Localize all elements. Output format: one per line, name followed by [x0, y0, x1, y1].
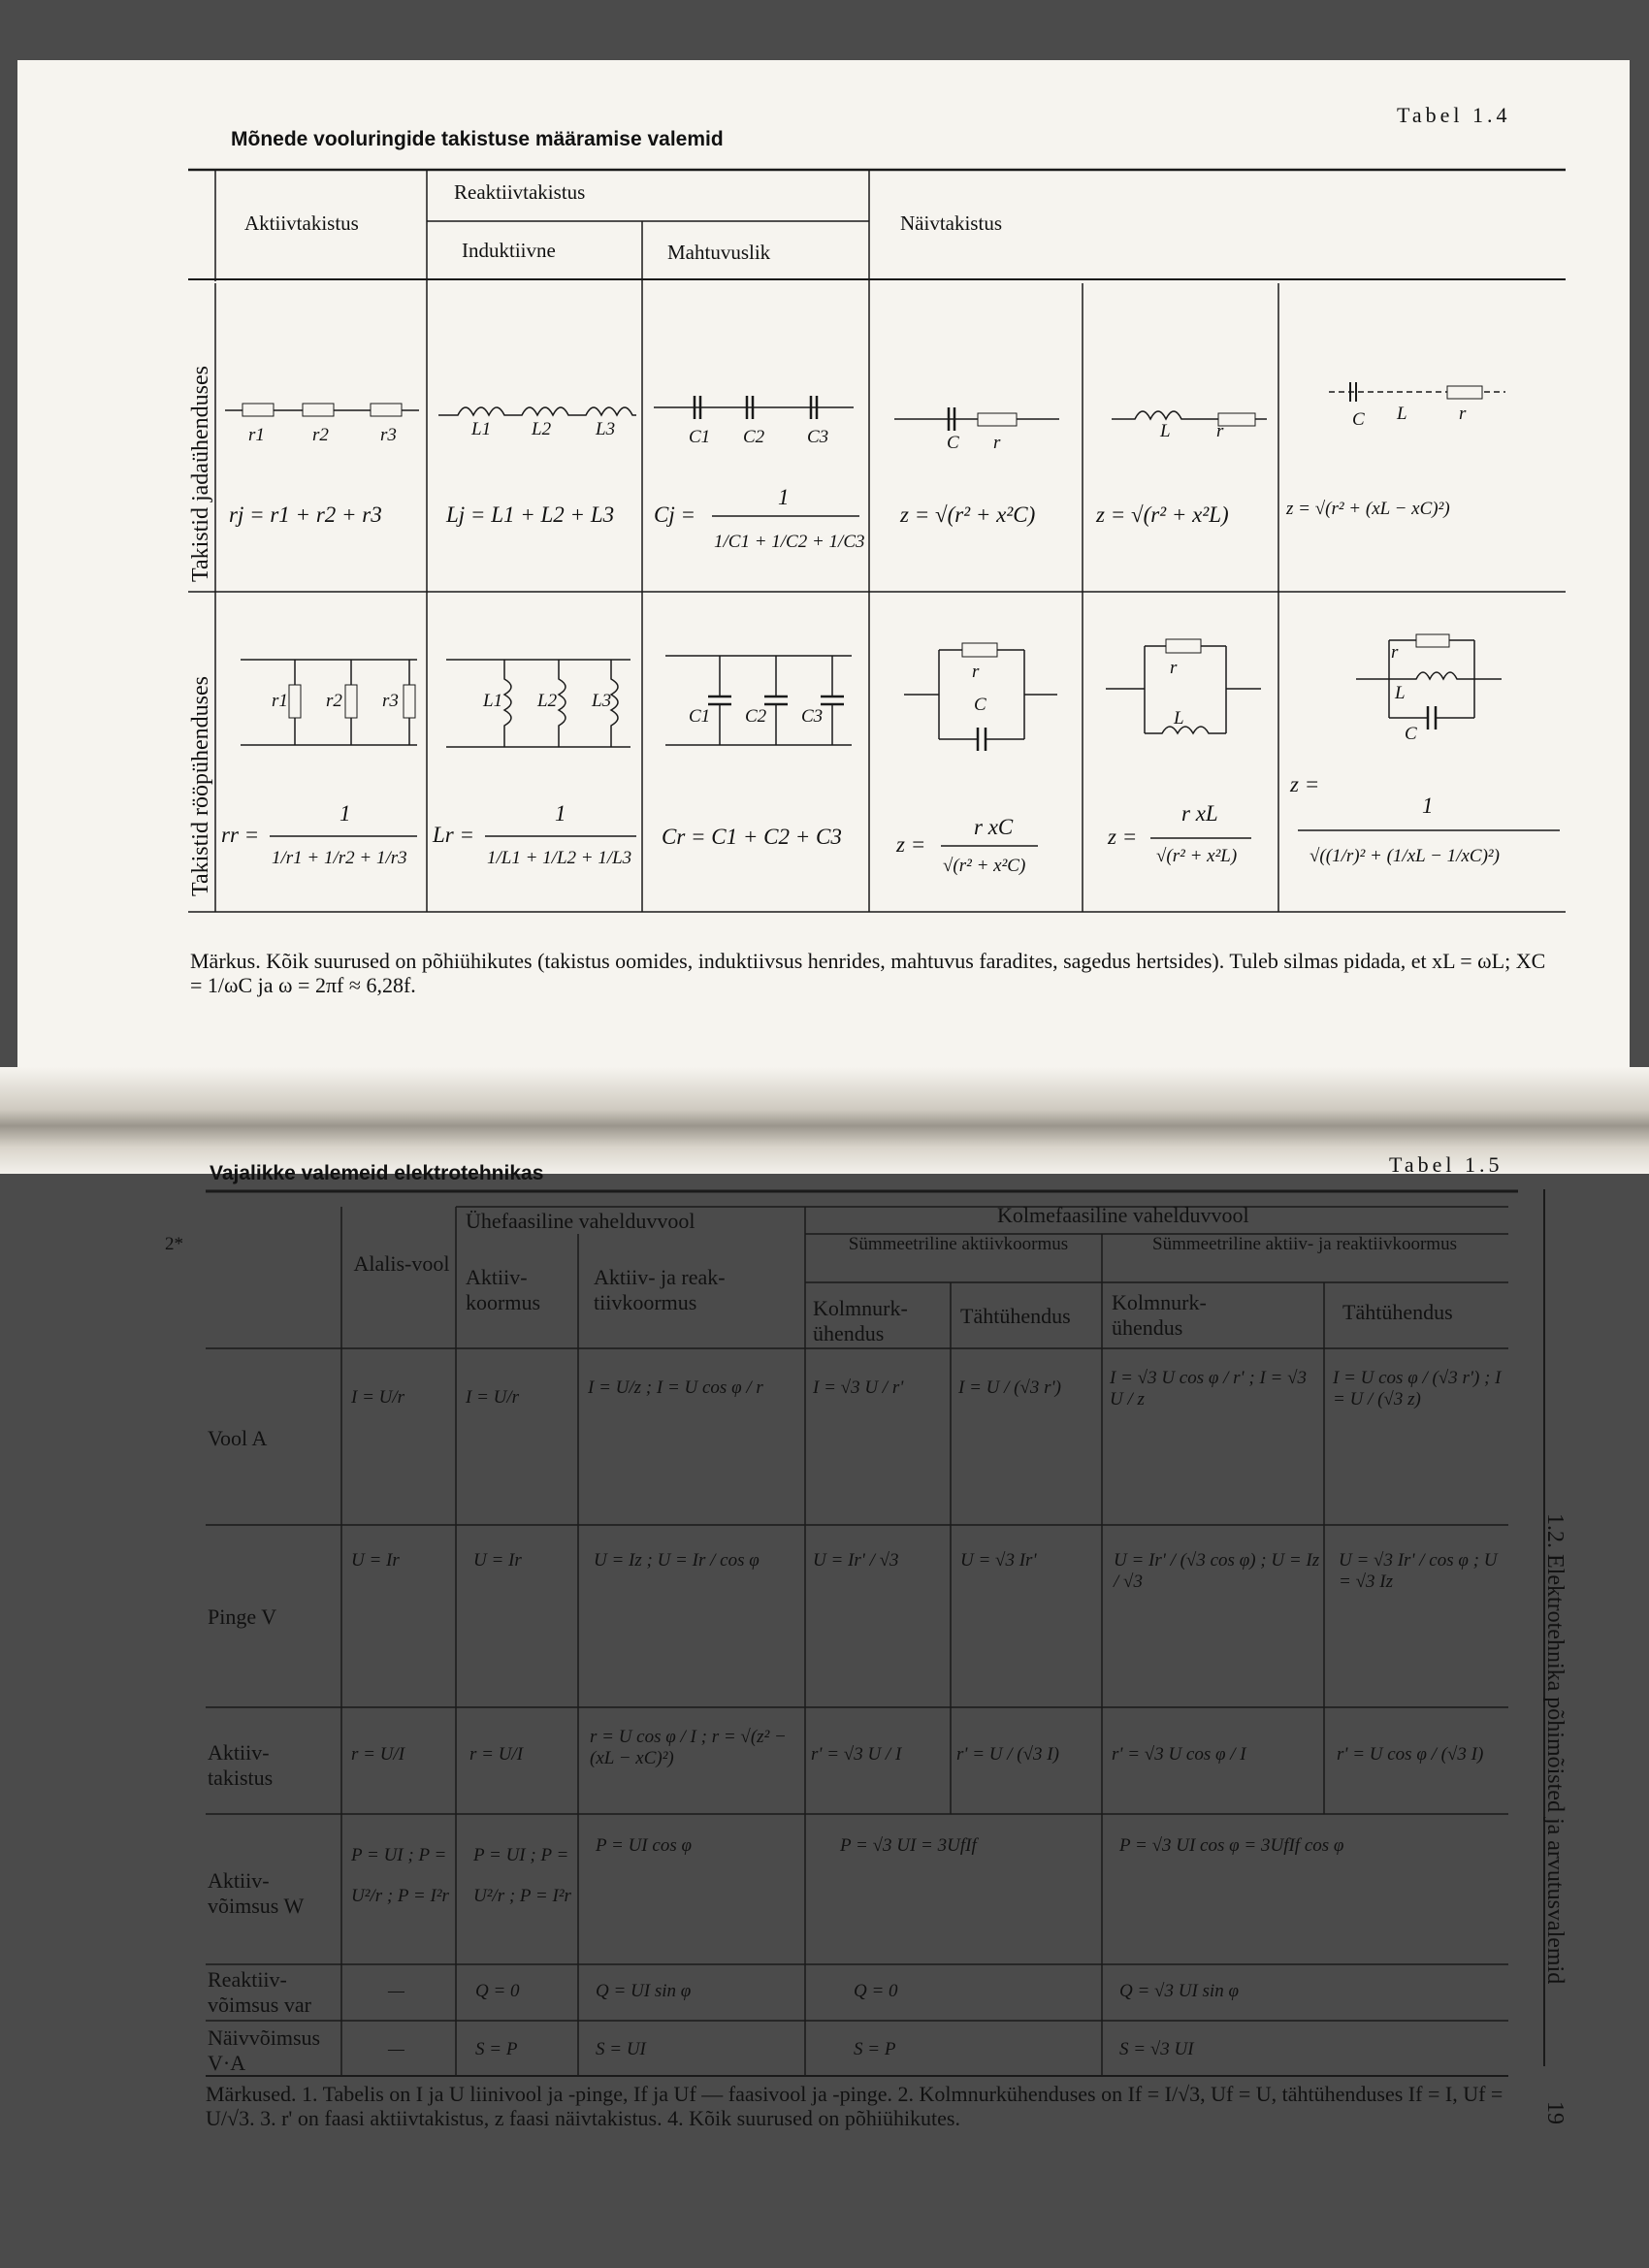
header-reaktiivtakistus: Reaktiivtakistus: [454, 180, 586, 204]
cell-takistus-kolmnurk: r' = √3 U / I: [811, 1744, 902, 1765]
cell-reaktiiv-kolm-aktiiv: Q = 0: [854, 1981, 898, 2001]
label-L2: L2: [537, 691, 558, 711]
formula-parallel-inductance-num: 1: [555, 801, 566, 826]
formula-series-impedance-rlc: z = √(r² + (xL − xC)²): [1286, 499, 1450, 519]
cell-takistus-aktiiv: r = U/I: [469, 1744, 524, 1765]
cell-pinge-alalis: U = Ir: [351, 1550, 400, 1571]
chapter-side-text: 1.2. Elektrotehnika põhimõisted ja arvutusvalemid: [1542, 1513, 1568, 1985]
formula-series-capacitance-den: 1/C1 + 1/C2 + 1/C3: [714, 532, 865, 552]
label-r1: r1: [248, 425, 265, 445]
formula-parallel-capacitance: Cr = C1 + C2 + C3: [662, 825, 842, 849]
label-r: r: [993, 433, 1001, 453]
row-label-pinge: Pinge V: [208, 1604, 277, 1629]
formula-parallel-impedance-rl-num: r xL: [1181, 801, 1218, 826]
cell-voimsus-kolm-aktiiv: P = √3 UI = 3UfIf: [840, 1835, 977, 1856]
header-kolmnurkuhendus-2: Kolmnurk-ühendus: [1112, 1290, 1207, 1340]
cell-reaktiiv-aktiiv: Q = 0: [475, 1981, 520, 2001]
label-L1: L1: [471, 419, 492, 439]
table2-title: Vajalikke valemeid elektrotehnikas: [210, 1162, 544, 1184]
row-label-aktiivtakistus: Aktiiv-takistus: [208, 1740, 274, 1790]
parallel-capacitor-circuit: [665, 656, 852, 745]
label-C: C: [974, 695, 986, 715]
label-C1: C1: [689, 706, 711, 727]
label-r2: r2: [312, 425, 329, 445]
formula-parallel-impedance-rl-lhs: z =: [1108, 825, 1138, 849]
formula-series-capacitance-num: 1: [778, 485, 790, 509]
header-tahtuhendus-2: Tähtühendus: [1342, 1300, 1453, 1324]
formula-parallel-resistance-lhs: rr =: [221, 823, 260, 847]
header-summeetriline-aktiiv: Sümmeetriline aktiivkoormus: [848, 1234, 1069, 1254]
cell-takistus-taht: r' = U / (√3 I): [956, 1744, 1059, 1765]
cell-vool-taht: I = U / (√3 r'): [958, 1377, 1061, 1398]
label-C: C: [947, 433, 959, 453]
table1-title: Mõnede vooluringide takistuse määramise valemid: [231, 128, 724, 150]
label-C2: C2: [745, 706, 767, 727]
page-number: 19: [1542, 2101, 1568, 2124]
cell-naiv-aktiiv: S = P: [475, 2039, 518, 2059]
row-label-vool: Vool A: [208, 1426, 268, 1450]
table2-note: Märkused. 1. Tabelis on I ja U liinivool ja -pinge, If ja Uf — faasivool ja -pinge. 2. Kolmnurkühenduses on If = I/√3, Uf = U, tähtühenduses If = I, Uf = U/√3. 3. r' on faasi aktiivtakistus, z faasi näivtakistus. 4. Kõik suurused on põhiühikutes.: [206, 2082, 1504, 2130]
cell-pinge-taht-2: U = √3 Ir' / cos φ ; U = √3 Iz: [1339, 1550, 1498, 1592]
cell-vool-aktiiv-reak: I = U/z ; I = U cos φ / r: [588, 1377, 763, 1398]
cell-reaktiiv-kolm-reak: Q = √3 UI sin φ: [1119, 1981, 1239, 2001]
label-L3: L3: [596, 419, 616, 439]
row-label-naivvoimsus: Näivvõimsus V·A: [208, 2025, 321, 2075]
label-C3: C3: [801, 706, 824, 727]
label-r: r: [1391, 642, 1399, 663]
header-alalisvool: Alalis-vool: [353, 1251, 450, 1276]
row-label-reaktiivvoimsus: Reaktiiv-võimsus var: [208, 1967, 311, 2017]
cell-vool-kolmnurk: I = √3 U / r': [813, 1377, 904, 1398]
cell-pinge-aktiiv-reak: U = Iz ; U = Ir / cos φ: [594, 1550, 760, 1571]
cell-vool-taht-2: I = U cos φ / (√3 r') ; I = U / (√3 z): [1333, 1368, 1502, 1409]
cell-voimsus-kolm-reak: P = √3 UI cos φ = 3UfIf cos φ: [1119, 1835, 1344, 1856]
label-L: L: [1174, 708, 1184, 729]
label-r3: r3: [380, 425, 397, 445]
formula-parallel-impedance-rlc-num: 1: [1422, 794, 1434, 818]
label-r2: r2: [326, 691, 342, 711]
label-r: r: [1170, 658, 1178, 678]
formula-parallel-impedance-rc-lhs: z =: [896, 832, 926, 857]
cell-takistus-taht-2: r' = U cos φ / (√3 I): [1337, 1744, 1484, 1765]
cell-vool-alalis: I = U/r: [351, 1387, 405, 1408]
cell-voimsus-aktiiv: P = UI ; P = U²/r ; P = I²r: [473, 1845, 571, 1906]
formula-parallel-resistance-num: 1: [340, 801, 351, 826]
cell-pinge-aktiiv: U = Ir: [473, 1550, 522, 1571]
table2-label: Tabel 1.5: [1389, 1152, 1504, 1177]
header-induktiivne: Induktiivne: [462, 239, 556, 262]
series-rl-circuit: [1112, 411, 1267, 426]
header-kolmnurkuhendus: Kolmnurk-ühendus: [813, 1296, 908, 1345]
cell-pinge-kolmnurk-2: U = Ir' / (√3 cos φ) ; U = Iz / √3: [1114, 1550, 1320, 1592]
cell-pinge-kolmnurk: U = Ir' / √3: [813, 1550, 899, 1571]
cell-naiv-alalis: —: [388, 2039, 404, 2059]
formula-parallel-impedance-rlc-den: √((1/r)² + (1/xL − 1/xC)²): [1310, 846, 1500, 866]
label-C: C: [1405, 724, 1417, 744]
header-aktiivtakistus: Aktiivtakistus: [244, 211, 359, 235]
label-L: L: [1397, 404, 1407, 424]
formula-parallel-inductance-lhs: Lr =: [433, 823, 475, 847]
cell-vool-aktiiv: I = U/r: [466, 1387, 520, 1408]
formula-series-inductance: Lj = L1 + L2 + L3: [446, 502, 615, 527]
label-L: L: [1160, 421, 1171, 441]
formula-series-resistance: rj = r1 + r2 + r3: [229, 502, 382, 527]
series-inductor-circuit: [438, 407, 636, 415]
label-L: L: [1395, 683, 1406, 703]
label-r3: r3: [382, 691, 399, 711]
cell-voimsus-alalis: P = UI ; P = U²/r ; P = I²r: [351, 1845, 449, 1906]
cell-reaktiiv-aktiiv-reak: Q = UI sin φ: [596, 1981, 692, 2001]
cell-naiv-kolm-aktiiv: S = P: [854, 2039, 896, 2059]
series-resistor-circuit: [225, 404, 419, 416]
formula-parallel-impedance-rlc-lhs: z =: [1290, 772, 1320, 796]
label-L3: L3: [592, 691, 612, 711]
cell-takistus-kolmnurk-2: r' = √3 U cos φ / I: [1112, 1744, 1246, 1765]
formula-parallel-inductance-den: 1/L1 + 1/L2 + 1/L3: [487, 848, 632, 868]
label-C3: C3: [807, 427, 829, 447]
table1-label: Tabel 1.4: [1397, 103, 1511, 127]
formula-series-impedance-rl: z = √(r² + x²L): [1096, 502, 1229, 527]
header-tahtuhendus: Tähtühendus: [960, 1304, 1071, 1328]
parallel-rlc-circuit: [1356, 634, 1502, 729]
label-r: r: [1459, 404, 1467, 424]
series-rlc-circuit: [1329, 382, 1505, 402]
formula-series-capacitance-lhs: Cj =: [654, 502, 696, 527]
formula-parallel-impedance-rl-den: √(r² + x²L): [1156, 846, 1238, 866]
label-C2: C2: [743, 427, 765, 447]
formula-parallel-resistance-den: 1/r1 + 1/r2 + 1/r3: [272, 848, 407, 868]
cell-voimsus-aktiiv-reak: P = UI cos φ: [596, 1835, 692, 1856]
header-kolmefaasiline: Kolmefaasiline vahelduvvool: [997, 1203, 1249, 1227]
series-rc-circuit: [894, 407, 1059, 431]
row-label-aktiivvoimsus: Aktiiv-võimsus W: [208, 1868, 305, 1918]
row-label-parallel: Takistid rööpühenduses: [188, 676, 213, 896]
cell-takistus-alalis: r = U/I: [351, 1744, 405, 1765]
header-uhefaasiline: Ühefaasiline vahelduvvool: [466, 1209, 695, 1233]
formula-series-impedance-rc: z = √(r² + x²C): [900, 502, 1036, 527]
header-summeetriline-aktiiv-reaktiiv: Sümmeetriline aktiiv- ja reaktiivkoormus: [1152, 1234, 1457, 1254]
cell-naiv-aktiiv-reak: S = UI: [596, 2039, 646, 2059]
header-aktiivkoormus: Aktiiv-koormus: [466, 1265, 540, 1314]
label-C1: C1: [689, 427, 711, 447]
label-r: r: [972, 662, 980, 682]
header-mahtuvuslik: Mahtuvuslik: [667, 241, 771, 264]
margin-mark: 2*: [165, 1234, 183, 1254]
cell-reaktiiv-alalis: —: [388, 1981, 404, 2001]
header-aktiiv-ja-reaktiivkoormus: Aktiiv- ja reak-tiivkoormus: [594, 1265, 726, 1314]
cell-vool-kolmnurk-2: I = √3 U cos φ / r' ; I = √3 U / z: [1110, 1368, 1308, 1409]
label-r1: r1: [272, 691, 288, 711]
cell-pinge-taht: U = √3 Ir': [960, 1550, 1037, 1571]
formula-parallel-impedance-rc-den: √(r² + x²C): [943, 856, 1026, 876]
cell-naiv-kolm-reak: S = √3 UI: [1119, 2039, 1194, 2059]
series-capacitor-circuit: [654, 396, 854, 419]
row-label-series: Takistid jadaühenduses: [188, 366, 213, 582]
cell-takistus-aktiiv-reak: r = U cos φ / I ; r = √(z² − (xL − xC)²): [590, 1727, 787, 1768]
label-L1: L1: [483, 691, 503, 711]
header-naivtakistus: Näivtakistus: [900, 211, 1002, 235]
table1-note: Märkus. Kõik suurused on põhiühikutes (takistus oomides, induktiivsus henrides, mahtuvus faradites, sagedus hertsides). Tuleb silmas pidada, et xL = ωL; XC = 1/ωC ja ω = 2πf ≈ 6,28f.: [190, 949, 1546, 997]
label-C: C: [1352, 409, 1365, 430]
formula-parallel-impedance-rc-num: r xC: [974, 815, 1014, 839]
label-L2: L2: [532, 419, 552, 439]
label-r: r: [1216, 421, 1224, 441]
